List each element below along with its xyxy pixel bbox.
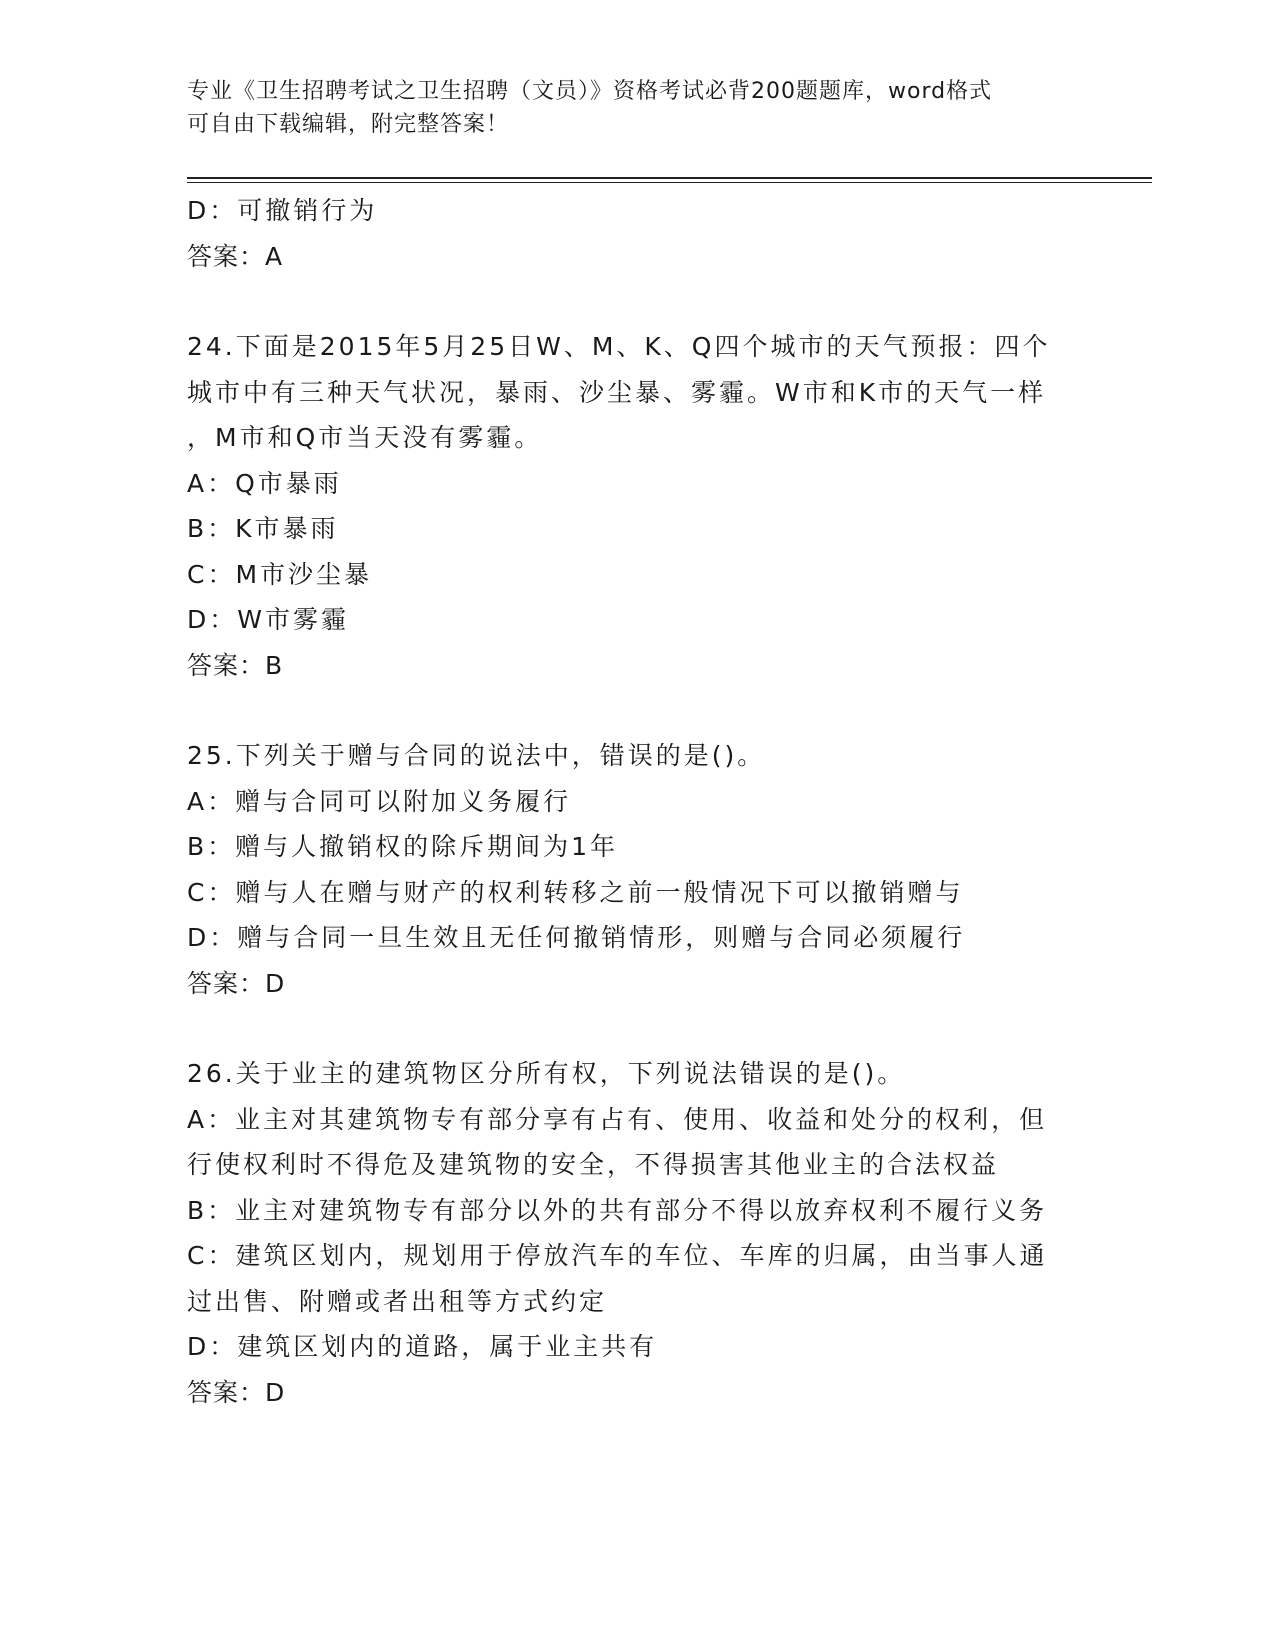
- spacer: [187, 279, 1087, 324]
- option-a: A：Q市暴雨: [187, 468, 342, 498]
- spacer: [187, 688, 1087, 733]
- option-d: D：建筑区划内的道路，属于业主共有: [187, 1332, 658, 1361]
- document-header: [187, 75, 1067, 141]
- question-25: [187, 733, 1087, 1006]
- spacer: [187, 1006, 1087, 1051]
- option-c: C：M市沙尘暴: [187, 559, 373, 589]
- option-d: D：赠与合同一旦生效且无任何撤销情形，则赠与合同必须履行: [187, 923, 966, 952]
- option-a: A：赠与合同可以附加义务履行: [187, 786, 572, 816]
- option-c: C：建筑区划内，规划用于停放汽车的车位、车库的归属，由当事人通: [187, 1241, 1048, 1270]
- header-divider-thin: [187, 182, 1152, 183]
- answer-line: 答案：A: [187, 241, 284, 271]
- question-stem-line: 26.关于业主的建筑物区分所有权，下列说法错误的是()。: [187, 1059, 906, 1088]
- answer-line: 答案：B: [187, 650, 284, 680]
- option-d: D：可撤销行为: [187, 196, 378, 225]
- option-b: B：赠与人撤销权的除斥期间为1年: [187, 832, 619, 861]
- question-stem-line: 24.下面是2015年5月25日W、M、K、Q四个城市的天气预报：四个: [187, 332, 1051, 361]
- question-26: [187, 1051, 1087, 1415]
- header-line-1: 专业《卫生招聘考试之卫生招聘（文员）》资格考试必背200题题库，word格式: [187, 79, 993, 104]
- question-stem-line: ，M市和Q市当天没有雾霾。: [187, 423, 543, 452]
- option-d: D：W市雾霾: [187, 605, 349, 634]
- option-a-continued: 行使权利时不得危及建筑物的安全，不得损害其他业主的合法权益: [187, 1150, 1000, 1179]
- header-line-2: 可自由下载编辑，附完整答案！: [187, 112, 510, 137]
- option-a: A：业主对其建筑物专有部分享有占有、使用、收益和处分的权利，但: [187, 1104, 1048, 1134]
- option-c-continued: 过出售、附赠或者出租等方式约定: [187, 1286, 608, 1316]
- option-b: B：业主对建筑物专有部分以外的共有部分不得以放弃权利不履行义务: [187, 1195, 1048, 1225]
- header-divider-thick: [187, 177, 1152, 179]
- option-c: C：赠与人在赠与财产的权利转移之前一般情况下可以撤销赠与: [187, 877, 964, 907]
- answer-line: 答案：D: [187, 968, 286, 998]
- answer-line: 答案：D: [187, 1377, 286, 1407]
- previous-question-tail: [187, 188, 1087, 279]
- option-b: B：K市暴雨: [187, 514, 339, 543]
- document-body: [187, 188, 1087, 1415]
- question-24: [187, 324, 1087, 688]
- question-stem-line: 城市中有三种天气状况，暴雨、沙尘暴、雾霾。W市和K市的天气一样: [187, 377, 1047, 407]
- question-stem-line: 25.下列关于赠与合同的说法中，错误的是()。: [187, 741, 766, 770]
